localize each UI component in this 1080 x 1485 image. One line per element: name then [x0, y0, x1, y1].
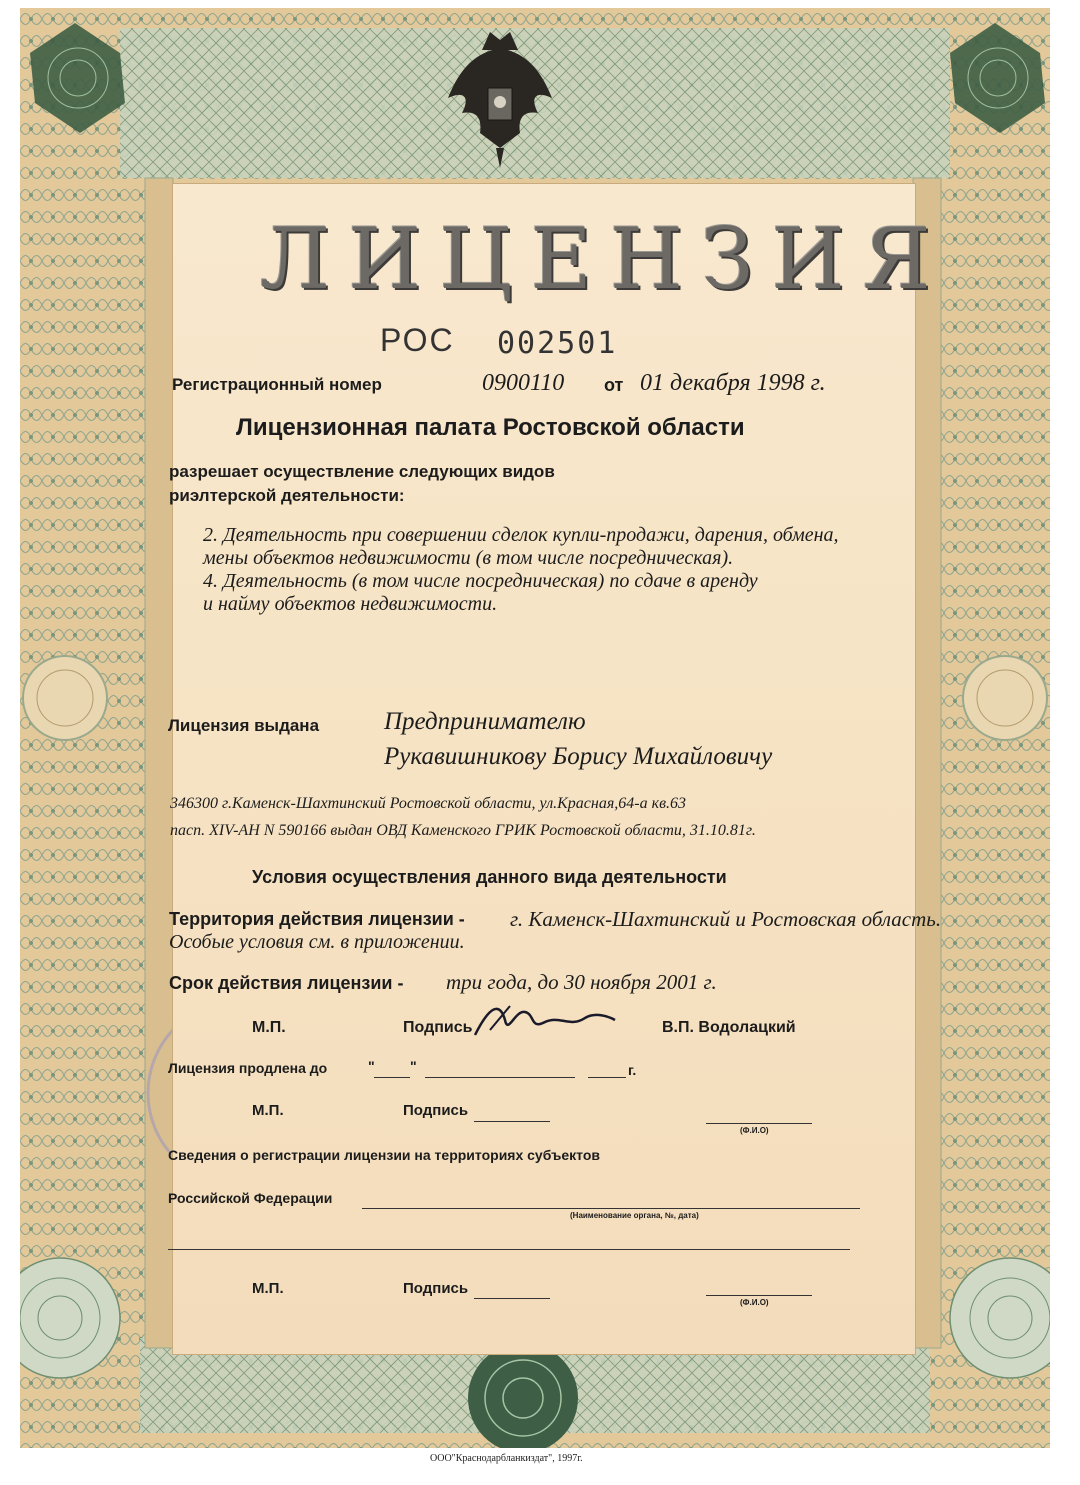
printer-imprint: ООО"Краснодарбланкиздат", 1997г. — [430, 1453, 583, 1464]
document-title: ЛИЦЕНЗИЯ — [260, 210, 949, 308]
mp-label: М.П. — [252, 1280, 284, 1297]
extended-day-line — [374, 1077, 410, 1078]
signature-label: Подпись — [403, 1019, 473, 1036]
registration-hint: (Наименование органа, №, дата) — [570, 1211, 699, 1220]
permits-line1: разрешает осуществление следующих видов — [169, 462, 555, 481]
signature-line — [474, 1121, 550, 1122]
extended-year-line — [588, 1077, 626, 1078]
reg-date-prefix: от — [604, 375, 624, 395]
series-label: РОС — [380, 322, 455, 358]
passport: пасп. XIV-AH N 590166 выдан ОВД Каменского ГРИК Ростовской области, 31.10.81г. — [170, 822, 756, 839]
extended-quote-open: " — [368, 1058, 375, 1074]
issued-to-line1: Предпринимателю — [384, 708, 586, 735]
issued-to-line2: Рукавишникову Борису Михайловичу — [384, 743, 773, 770]
issuer: Лицензионная палата Ростовской области — [236, 414, 745, 441]
registration-line2: Российской Федерации — [168, 1190, 333, 1206]
address: 346300 г.Каменск-Шахтинский Ростовской области, ул.Красная,64-а кв.63 — [170, 795, 687, 812]
validity-label: Срок действия лицензии - — [169, 973, 404, 993]
extended-quote-close: " — [410, 1058, 417, 1074]
signature-icon — [470, 1000, 620, 1045]
validity-value: три года, до 30 ноября 2001 г. — [446, 970, 717, 994]
extended-month-line — [425, 1077, 575, 1078]
signatory: В.П. Водолацкий — [662, 1019, 796, 1036]
fio-hint: (Ф.И.О) — [740, 1126, 769, 1135]
mp-label: М.П. — [252, 1102, 284, 1119]
fio-hint: (Ф.И.О) — [740, 1298, 769, 1307]
conditions-heading: Условия осуществления данного вида деятельности — [252, 867, 727, 887]
fio-line — [706, 1295, 812, 1296]
activity-line: 4. Деятельность (в том числе посредническая) по сдаче в аренду — [203, 570, 758, 592]
permits-line2: риэлтерской деятельности: — [169, 486, 405, 505]
activity-line: и найму объектов недвижимости. — [203, 593, 498, 615]
activity-line: 2. Деятельность при совершении сделок купли-продажи, дарения, обмена, — [203, 524, 839, 546]
territory-label: Территория действия лицензии - — [169, 909, 465, 929]
signature-line — [474, 1298, 550, 1299]
special-conditions: Особые условия см. в приложении. — [169, 931, 465, 953]
series-number: 002501 — [497, 326, 618, 361]
mp-label: М.П. — [252, 1019, 286, 1036]
extended-label: Лицензия продлена до — [168, 1060, 328, 1076]
activity-line: мены объектов недвижимости (в том числе посредническая). — [203, 547, 734, 569]
coat-of-arms-icon — [440, 28, 560, 173]
reg-date: 01 декабря 1998 г. — [640, 370, 826, 396]
registration-line — [362, 1208, 860, 1209]
extended-year-suffix: г. — [628, 1062, 637, 1078]
signature-label: Подпись — [403, 1280, 469, 1297]
registration-line1: Сведения о регистрации лицензии на территориях субъектов — [168, 1147, 601, 1163]
signature-label: Подпись — [403, 1102, 469, 1119]
reg-number: 0900110 — [482, 370, 565, 396]
fio-line — [706, 1123, 812, 1124]
territory-value: г. Каменск-Шахтинский и Ростовская область. — [510, 907, 942, 931]
registration-line-2 — [168, 1249, 850, 1250]
issued-to-label: Лицензия выдана — [168, 716, 320, 735]
reg-label: Регистрационный номер — [172, 375, 382, 394]
